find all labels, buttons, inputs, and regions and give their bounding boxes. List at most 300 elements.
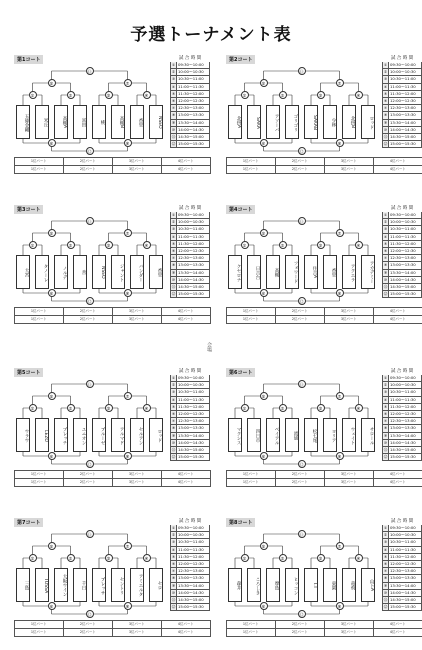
schedule-match-no: ⑧ — [171, 113, 176, 118]
result-cell: 3位パート — [112, 165, 162, 174]
schedule-time: 14:30～15:00 — [390, 596, 416, 602]
schedule-time: 09:30～10:00 — [390, 375, 416, 380]
match-number: ⑥ — [48, 452, 56, 460]
schedule-time: 12:30～13:00 — [390, 105, 416, 111]
schedule-time: 14:00～14:30 — [390, 126, 416, 132]
team-name: 高槻 — [266, 255, 280, 289]
result-cell: 1位パート — [226, 620, 276, 629]
team-name: 山下A — [361, 568, 375, 602]
schedule-match-no: ⑩ — [171, 277, 176, 282]
result-cell: 2位パート — [275, 470, 325, 479]
schedule-time: 13:00～13:30 — [390, 112, 416, 118]
team-name: 竜飛 — [342, 568, 356, 602]
schedule-row — [382, 597, 422, 604]
court-block — [14, 518, 210, 638]
schedule-match-no: ⑩ — [383, 440, 388, 445]
schedule-row — [382, 561, 422, 568]
schedule-match-no: ⑨ — [171, 583, 176, 588]
schedule-time: 11:00～11:30 — [178, 233, 204, 239]
schedule-row — [382, 270, 422, 277]
court-label: 第5コート — [14, 368, 43, 377]
result-cell: 2位パート — [63, 478, 113, 487]
schedule-match-no: ③ — [171, 77, 176, 82]
schedule-row — [382, 84, 422, 91]
schedule-row — [382, 141, 422, 148]
team-name: マクシス — [228, 418, 242, 452]
match-number: ① — [29, 554, 37, 562]
match-number: ⑤ — [48, 79, 56, 87]
schedule-match-no: ⑪ — [171, 134, 176, 139]
match-number: ⑪ — [87, 219, 92, 224]
schedule-time: 14:00～14:30 — [178, 126, 204, 132]
schedule-match-no: ⑩ — [383, 127, 388, 132]
result-cell: 3位パート — [112, 478, 162, 487]
result-cell: 1位パート — [14, 307, 64, 316]
match-number: ⑥ — [48, 602, 56, 610]
schedule-match-no: ⑩ — [171, 127, 176, 132]
court-block — [226, 368, 422, 488]
schedule-time: 10:30～11:00 — [390, 539, 416, 545]
schedule-time: 09:30～10:00 — [178, 525, 204, 530]
schedule-match-no: ① — [383, 376, 388, 380]
team-name: アソーバ — [266, 105, 280, 139]
schedule-match-no: ⑦ — [171, 569, 176, 574]
schedule-table — [382, 368, 422, 461]
schedule-match-no: ① — [171, 376, 176, 380]
match-number: ⑦ — [336, 392, 344, 400]
schedule-match-no: ③ — [171, 540, 176, 545]
team-name: ウラウ — [16, 418, 30, 452]
schedule-row — [382, 234, 422, 241]
match-number: ③ — [317, 404, 325, 412]
schedule-row — [170, 98, 210, 105]
schedule-row — [170, 112, 210, 119]
schedule-match-no: ⑪ — [171, 597, 176, 602]
schedule-row — [382, 291, 422, 298]
schedule-row — [170, 575, 210, 582]
schedule-time: 13:30～14:00 — [178, 582, 204, 588]
match-number: ⑪ — [299, 382, 304, 387]
team-name: 大阪ウイン — [54, 568, 68, 602]
result-cell: 3位パート — [324, 165, 374, 174]
schedule-match-no: ① — [383, 213, 388, 217]
schedule-match-no: ⑥ — [171, 248, 176, 253]
schedule-row — [382, 440, 422, 447]
schedule-match-no: ⑧ — [383, 263, 388, 268]
team-name: 流通 — [285, 418, 299, 452]
results-row — [226, 157, 422, 165]
schedule-row — [170, 277, 210, 284]
page-title: 予選トーナメント表 — [130, 25, 292, 45]
schedule-time: 12:00～12:30 — [178, 410, 204, 416]
result-cell: 3位パート — [324, 157, 374, 166]
schedule-match-no: ① — [383, 526, 388, 530]
match-number: ⑦ — [124, 392, 132, 400]
schedule-header: 試 合 時 間 — [390, 519, 414, 524]
schedule-match-no: ⑫ — [171, 142, 176, 147]
schedule-match-no: ① — [383, 63, 388, 67]
schedule-match-no: ② — [383, 383, 388, 388]
match-number: ④ — [355, 554, 363, 562]
schedule-time: 10:00～10:30 — [390, 69, 416, 75]
match-number: ① — [241, 91, 249, 99]
center-note: 会場 — [206, 342, 212, 352]
schedule-time: 13:00～13:30 — [390, 425, 416, 431]
schedule-time: 09:30～10:00 — [178, 212, 204, 217]
team-name: タノーレ — [35, 255, 49, 289]
schedule-match-no: ⑫ — [171, 605, 176, 610]
schedule-row — [170, 134, 210, 141]
match-number: ④ — [355, 404, 363, 412]
schedule-row — [382, 425, 422, 432]
results-row — [226, 620, 422, 628]
bracket — [14, 213, 164, 311]
schedule-match-no: ⑦ — [383, 419, 388, 424]
match-number: ⑤ — [260, 229, 268, 237]
schedule-row — [170, 248, 210, 255]
schedule-row — [382, 389, 422, 396]
team-name: 三島 — [16, 568, 30, 602]
schedule-table — [382, 518, 422, 611]
schedule-time: 15:00～15:30 — [390, 604, 416, 610]
schedule-row — [382, 134, 422, 141]
schedule-row — [382, 241, 422, 248]
schedule-match-no: ⑨ — [171, 120, 176, 125]
match-number: ⑧ — [124, 602, 132, 610]
schedule-time: 10:00～10:30 — [178, 532, 204, 538]
schedule-match-no: ⑥ — [171, 411, 176, 416]
schedule-match-no: ⑩ — [383, 590, 388, 595]
schedule-match-no: ⑦ — [383, 569, 388, 574]
match-number: ⑥ — [260, 452, 268, 460]
match-number: ⑫ — [299, 462, 304, 467]
schedule-time: 11:00～11:30 — [178, 83, 204, 89]
schedule-row — [170, 440, 210, 447]
schedule-row — [382, 525, 422, 532]
result-cell: 4位パート — [373, 165, 422, 174]
schedule-time: 12:00～12:30 — [178, 560, 204, 566]
schedule-row — [382, 262, 422, 269]
schedule-row — [170, 226, 210, 233]
match-number: ⑧ — [124, 289, 132, 297]
match-number: ⑪ — [87, 69, 92, 74]
result-cell: 4位パート — [373, 157, 422, 166]
team-name: 富田 — [73, 105, 87, 139]
schedule-match-no: ⑤ — [171, 91, 176, 96]
bracket — [14, 526, 164, 624]
result-cell: 1位パート — [226, 165, 276, 174]
schedule-row — [170, 84, 210, 91]
match-number: ② — [67, 91, 75, 99]
schedule-row — [382, 284, 422, 291]
schedule-table — [170, 55, 210, 148]
schedule-row — [170, 76, 210, 83]
match-number: ⑪ — [299, 532, 304, 537]
schedule-time: 15:00～15:30 — [178, 141, 204, 147]
result-cell: 2位パート — [63, 620, 113, 629]
schedule-match-no: ⑫ — [383, 455, 388, 460]
schedule-match-no: ⑪ — [383, 447, 388, 452]
results-row — [226, 165, 422, 173]
schedule-match-no: ⑪ — [383, 134, 388, 139]
schedule-match-no: ⑤ — [171, 554, 176, 559]
result-cell: 1位パート — [226, 628, 276, 637]
match-number: ⑫ — [87, 462, 92, 467]
schedule-time: 10:00～10:30 — [178, 219, 204, 225]
schedule-time: 14:00～14:30 — [390, 439, 416, 445]
schedule-row — [170, 382, 210, 389]
schedule-time: 12:00～12:30 — [178, 97, 204, 103]
result-cell: 2位パート — [63, 157, 113, 166]
schedule-time: 15:00～15:30 — [390, 141, 416, 147]
court-block — [14, 205, 210, 325]
result-cell: 3位パート — [112, 620, 162, 629]
result-cell: 3位パート — [112, 315, 162, 324]
match-number: ③ — [105, 91, 113, 99]
results-grid — [226, 620, 422, 636]
schedule-time: 12:00～12:30 — [390, 410, 416, 416]
schedule-time: 13:30～14:00 — [178, 432, 204, 438]
team-name: アカデミー — [361, 255, 375, 289]
schedule-match-no: ⑥ — [383, 248, 388, 253]
schedule-row — [170, 525, 210, 532]
schedule-match-no: ⑤ — [383, 241, 388, 246]
match-number: ⑫ — [299, 149, 304, 154]
schedule-time: 12:00～12:30 — [390, 97, 416, 103]
schedule-match-no: ⑧ — [171, 576, 176, 581]
match-number: ② — [67, 404, 75, 412]
team-name: 米丘 — [35, 105, 49, 139]
schedule-row — [382, 382, 422, 389]
schedule-row — [382, 433, 422, 440]
schedule-header: 試 合 時 間 — [178, 56, 202, 61]
schedule-match-no: ① — [171, 63, 176, 67]
team-name: 桃 — [92, 105, 106, 139]
match-number: ⑤ — [48, 229, 56, 237]
result-cell: 4位パート — [161, 470, 211, 479]
match-number: ⑧ — [336, 602, 344, 610]
schedule-row — [170, 425, 210, 432]
schedule-time: 12:30～13:00 — [390, 568, 416, 574]
schedule-match-no: ⑦ — [383, 106, 388, 111]
team-name: 松七尾 — [304, 418, 318, 452]
schedule-match-no: ⑫ — [383, 605, 388, 610]
team-name: 高槻A — [54, 105, 68, 139]
schedule-match-no: ⑩ — [383, 277, 388, 282]
court-block — [14, 55, 210, 175]
schedule-time: 13:00～13:30 — [178, 425, 204, 431]
schedule-time: 10:30～11:00 — [178, 389, 204, 395]
schedule-row — [170, 127, 210, 134]
court-block — [226, 55, 422, 175]
result-cell: 3位パート — [324, 478, 374, 487]
result-cell: 3位パート — [324, 620, 374, 629]
results-row — [14, 157, 210, 165]
match-number: ⑫ — [87, 299, 92, 304]
schedule-time: 12:30～13:00 — [178, 105, 204, 111]
team-name: 摩島 — [266, 568, 280, 602]
schedule-time: 13:00～13:30 — [178, 112, 204, 118]
match-number: ⑧ — [124, 452, 132, 460]
schedule-row — [382, 447, 422, 454]
result-cell: 1位パート — [226, 315, 276, 324]
result-cell: 4位パート — [161, 628, 211, 637]
court-block — [226, 518, 422, 638]
schedule-time: 11:00～11:30 — [178, 546, 204, 552]
schedule-match-no: ⑨ — [383, 433, 388, 438]
team-name: T.T — [304, 568, 318, 602]
schedule-row — [170, 411, 210, 418]
schedule-row — [382, 539, 422, 546]
schedule-match-no: ④ — [171, 84, 176, 89]
schedule-time: 13:00～13:30 — [178, 575, 204, 581]
schedule-match-no: ⑥ — [171, 561, 176, 566]
schedule-time: 13:30～14:00 — [390, 269, 416, 275]
schedule-time: 12:30～13:00 — [178, 568, 204, 574]
schedule-match-no: ② — [383, 220, 388, 225]
schedule-time: 10:00～10:30 — [178, 69, 204, 75]
schedule-match-no: ⑪ — [383, 284, 388, 289]
match-number: ⑤ — [260, 542, 268, 550]
schedule-row — [382, 397, 422, 404]
team-name: 森井 — [228, 568, 242, 602]
schedule-row — [382, 255, 422, 262]
schedule-match-no: ④ — [383, 234, 388, 239]
team-name: プレッチ — [54, 418, 68, 452]
schedule-row — [382, 219, 422, 226]
team-name: 大宮 — [16, 255, 30, 289]
team-name: ヨリア — [323, 418, 337, 452]
team-name: ベイアル — [266, 418, 280, 452]
schedule-row — [170, 554, 210, 561]
schedule-row — [382, 411, 422, 418]
schedule-row — [170, 270, 210, 277]
schedule-time: 09:30～10:00 — [390, 525, 416, 530]
result-cell: 1位パート — [14, 165, 64, 174]
schedule-row — [382, 105, 422, 112]
schedule-time: 11:30～12:00 — [178, 240, 204, 246]
team-name: 日吉台 — [247, 255, 261, 289]
schedule-time: 09:30～10:00 — [390, 212, 416, 217]
results-row — [226, 315, 422, 323]
schedule-row — [382, 547, 422, 554]
result-cell: 1位パート — [226, 307, 276, 316]
schedule-row — [170, 547, 210, 554]
match-number: ② — [279, 241, 287, 249]
schedule-row — [382, 418, 422, 425]
match-number: ① — [29, 404, 37, 412]
team-name: ウェイト — [342, 418, 356, 452]
team-name: バンダー — [130, 255, 144, 289]
result-cell: 3位パート — [324, 315, 374, 324]
schedule-time: 11:30～12:00 — [178, 553, 204, 559]
schedule-time: 11:00～11:30 — [390, 546, 416, 552]
team-name: LEZO — [35, 418, 49, 452]
team-name: ころしき — [247, 568, 261, 602]
schedule-match-no: ③ — [171, 390, 176, 395]
team-name: ユニオン — [73, 418, 87, 452]
result-cell: 1位パート — [14, 315, 64, 324]
match-number: ⑫ — [87, 149, 92, 154]
result-cell: 2位パート — [63, 315, 113, 324]
schedule-time: 10:00～10:30 — [390, 219, 416, 225]
schedule-match-no: ⑥ — [383, 98, 388, 103]
schedule-row — [170, 561, 210, 568]
schedule-time: 14:30～15:00 — [178, 133, 204, 139]
schedule-match-no: ⑧ — [171, 263, 176, 268]
match-number: ③ — [317, 91, 325, 99]
schedule-time: 13:00～13:30 — [178, 262, 204, 268]
schedule-row — [382, 590, 422, 597]
result-cell: 3位パート — [112, 628, 162, 637]
schedule-match-no: ⑧ — [383, 426, 388, 431]
result-cell: 1位パート — [14, 620, 64, 629]
results-grid — [226, 470, 422, 486]
team-name: ヒッコン — [285, 568, 299, 602]
schedule-match-no: ⑨ — [383, 270, 388, 275]
results-grid — [14, 470, 210, 486]
result-cell: 3位パート — [324, 628, 374, 637]
result-cell: 1位パート — [14, 470, 64, 479]
schedule-time: 11:00～11:30 — [390, 396, 416, 402]
match-number: ① — [29, 241, 37, 249]
schedule-match-no: ⑥ — [171, 98, 176, 103]
result-cell: 4位パート — [373, 478, 422, 487]
result-cell: 4位パート — [373, 470, 422, 479]
schedule-row — [170, 590, 210, 597]
schedule-row — [382, 454, 422, 461]
schedule-time: 11:30～12:00 — [390, 240, 416, 246]
schedule-header: 試 合 時 間 — [178, 206, 202, 211]
schedule-match-no: ⑥ — [383, 561, 388, 566]
team-name: フォワード — [285, 255, 299, 289]
match-number: ⑧ — [336, 289, 344, 297]
schedule-match-no: ③ — [383, 390, 388, 395]
schedule-time: 11:30～12:00 — [390, 553, 416, 559]
results-row — [14, 478, 210, 486]
match-number: ⑦ — [336, 79, 344, 87]
schedule-match-no: ⑦ — [171, 106, 176, 111]
team-name: アクエラ — [342, 255, 356, 289]
team-name: ゴリゴリ — [285, 105, 299, 139]
bracket — [14, 63, 164, 161]
schedule-row — [170, 568, 210, 575]
results-row — [226, 470, 422, 478]
schedule-row — [382, 98, 422, 105]
match-number: ③ — [317, 241, 325, 249]
match-number: ② — [279, 91, 287, 99]
match-number: ⑦ — [124, 542, 132, 550]
results-row — [14, 628, 210, 636]
schedule-time: 10:30～11:00 — [178, 539, 204, 545]
schedule-match-no: ④ — [383, 84, 388, 89]
team-name: 香里 — [130, 105, 144, 139]
court-label: 第7コート — [14, 518, 43, 527]
schedule-match-no: ⑦ — [383, 256, 388, 261]
schedule-match-no: ④ — [171, 547, 176, 552]
result-cell: 4位パート — [161, 478, 211, 487]
team-name: セントリ — [111, 568, 125, 602]
schedule-time: 14:30～15:00 — [178, 596, 204, 602]
schedule-match-no: ⑫ — [171, 292, 176, 297]
match-number: ④ — [143, 241, 151, 249]
schedule-header: 試 合 時 間 — [178, 519, 202, 524]
schedule-row — [382, 277, 422, 284]
result-cell: 3位パート — [112, 470, 162, 479]
schedule-match-no: ① — [171, 526, 176, 530]
schedule-row — [382, 120, 422, 127]
team-name: セルアン — [130, 418, 144, 452]
